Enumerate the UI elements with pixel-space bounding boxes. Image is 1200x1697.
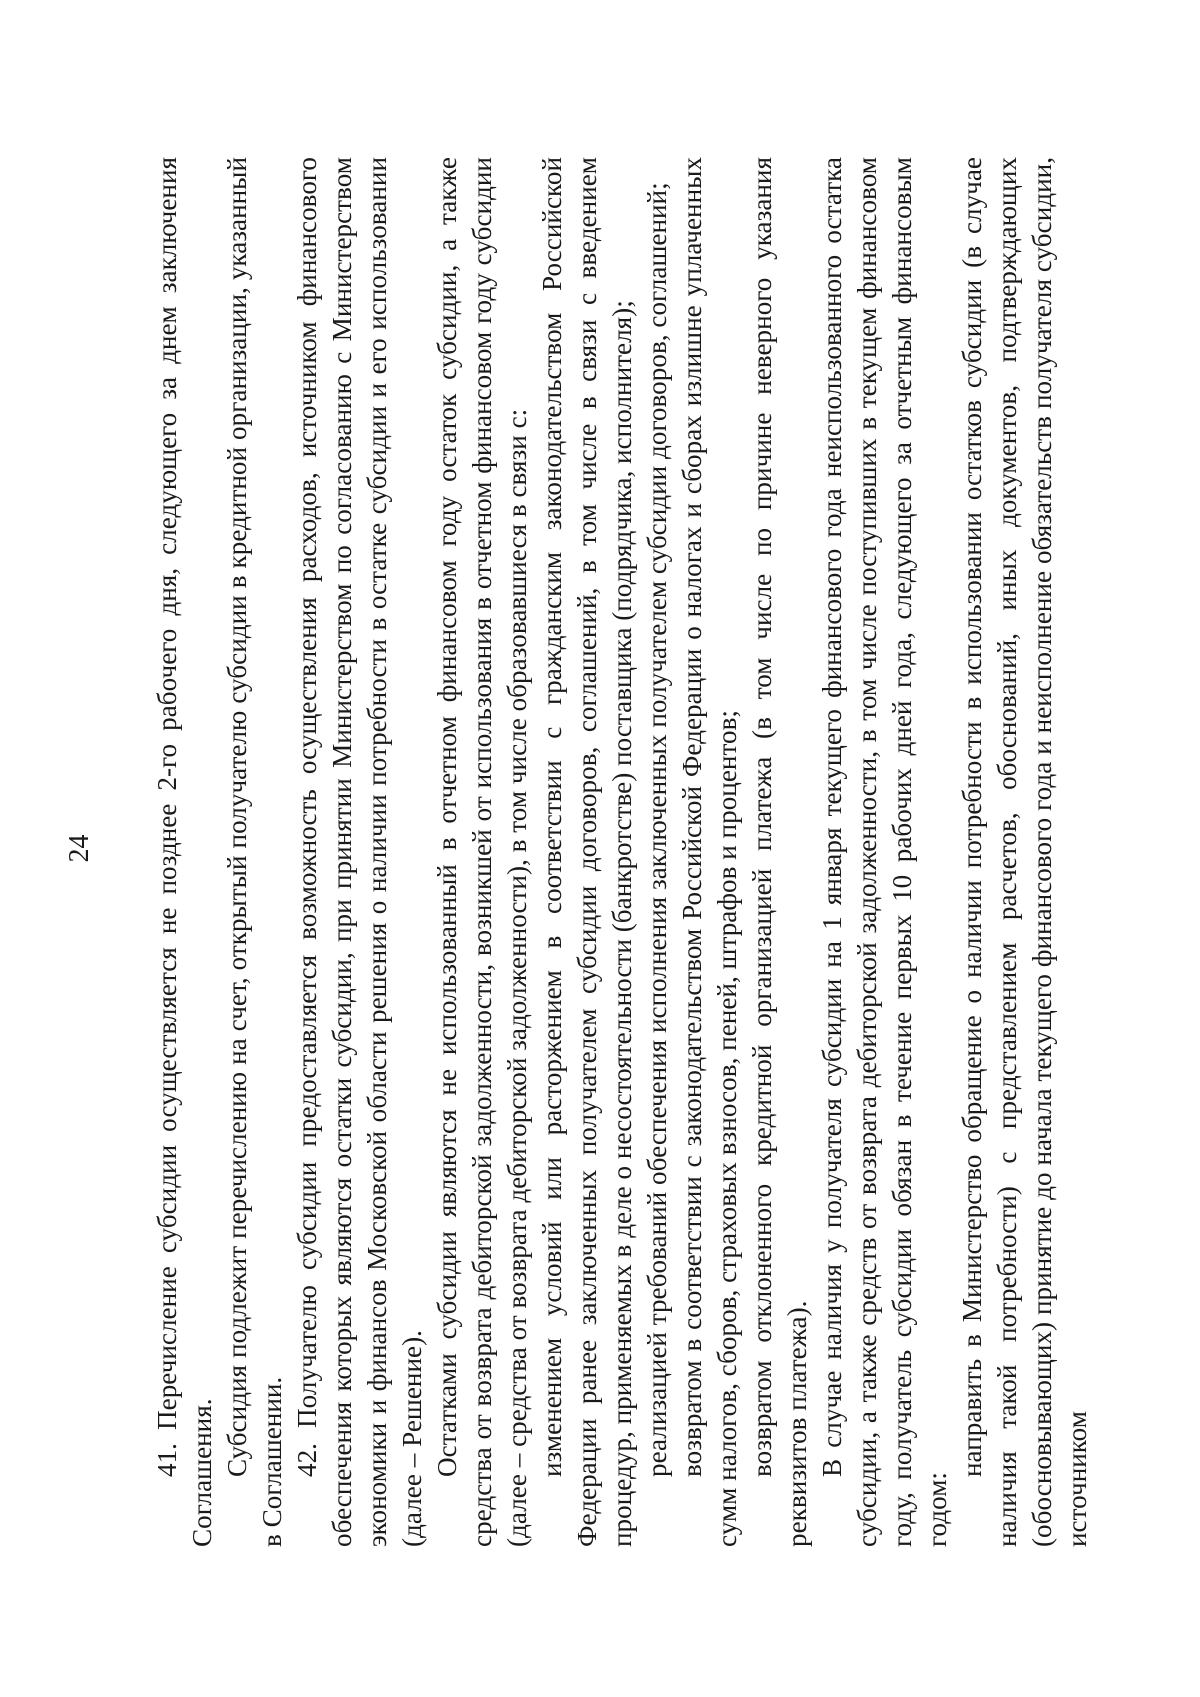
paragraph: реализацией требований обеспечения исполнения заключенных получателем субсидии договоров, соглашений; xyxy=(642,182,672,1477)
paragraph: возвратом отклоненного кредитной организацией платежа (в том числе по причине неверного указания реквизитов платежа). xyxy=(747,157,812,1547)
paragraph: Субсидия подлежит перечислению на счет, открытый получателю субсидии в кредитной организации, указанный в Соглашении. xyxy=(222,157,287,1547)
paragraph: направить в Министерство обращение о наличии потребности в использовании остатков субсидии (в случае наличия такой потребности) с представлением расчетов, обоснований, иных документов, подтверждающих (обосновывающих) принятие до начала текущего финансового года и неисполнение обязательств получателя субсидии, источником xyxy=(957,157,1092,1547)
paragraph: Остатками субсидии являются не использованный в отчетном финансовом году остаток субсидии, а также средства от возврата дебиторской задолженности, возникшей от использования в отчетном финансовом году субсидии (далее – средства от возврата дебиторской задолженности), в том числе образовавшиеся в связи с: xyxy=(432,157,532,1547)
paragraph: изменением условий или расторжением в соответствии с гражданским законодательством Российской Федерации ранее заключенных получателем субсидии договоров, соглашений, в том числе в связи с введением процедур, применяемых в деле о несостоятельности (банкротстве) поставщика (подрядчика, исполнителя); xyxy=(537,157,637,1547)
paragraph: 42. Получателю субсидии предоставляется возможность осуществления расходов, источником финансового обеспечения которых являются остатки субсидии, при принятии Министерством по согласованию с Министерством экономики и финансов Московской области решения о наличии потребности в остатке субсидии и его использовании (далее – Решение). xyxy=(292,157,427,1547)
paragraph: 41. Перечисление субсидии осуществляется не позднее 2-го рабочего дня, следующего за днем заключения Соглашения. xyxy=(152,157,217,1547)
document-body xyxy=(150,157,1095,1547)
paragraph: возвратом в соответствии с законодательством Российской Федерации о налогах и сборах излишне уплаченных сумм налогов, сборов, страховых взносов, пеней, штрафов и процентов; xyxy=(677,157,742,1547)
paragraph: В случае наличия у получателя субсидии на 1 января текущего финансового года неиспользованного остатка субсидии, а также средств от возврата дебиторской задолженности, в том числе поступивших в текущем финансовом году, получатель субсидии обязан в течение первых 10 рабочих дней года, следующего за отчетным финансовым годом: xyxy=(817,157,952,1547)
page-number: 24 xyxy=(64,834,95,863)
